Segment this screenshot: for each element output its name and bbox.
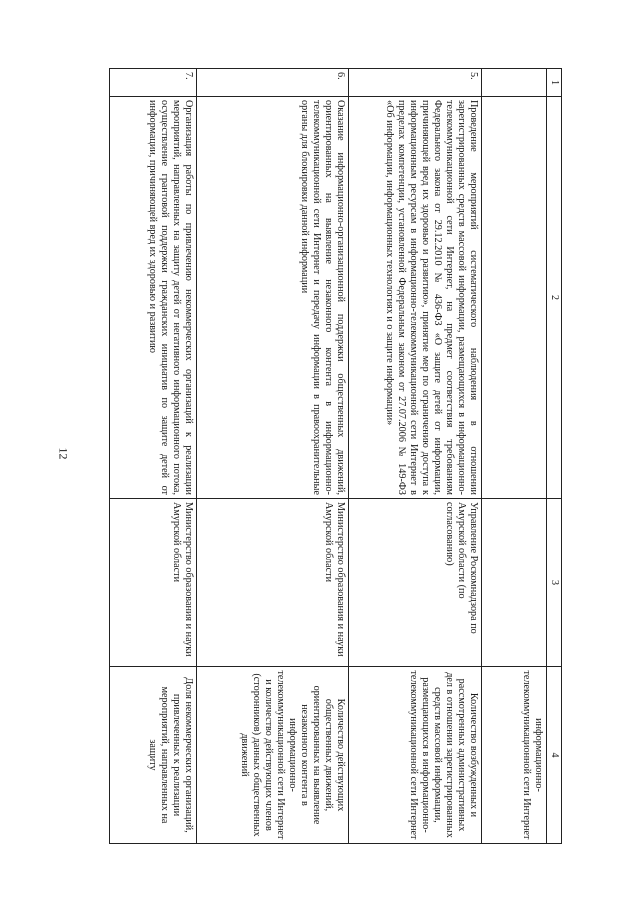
row-number bbox=[482, 69, 547, 97]
column-header-2: 2 bbox=[547, 97, 562, 499]
row-number: 5. bbox=[349, 69, 482, 97]
table-row bbox=[482, 69, 547, 844]
executor-cell: Министерство образования и науки Амурской области bbox=[197, 499, 349, 667]
indicator-cell: Доля некоммерческих организаций, привлеченных к реализации мероприятий, направленных на защиту bbox=[110, 667, 197, 844]
table-row bbox=[349, 69, 482, 844]
indicator-cell: Количество действующих общественных движений, ориентированных на выявление незаконного контента в информационно-телекоммуникационной сети Интернет и количество действующих членов (сторонников) данных общественных движений bbox=[197, 667, 349, 844]
table-row bbox=[110, 69, 197, 844]
measures-table bbox=[109, 68, 562, 844]
column-header-3: 3 bbox=[547, 499, 562, 667]
executor-cell: Министерство образования и науки Амурской области bbox=[110, 499, 197, 667]
indicator-cell: Количество возбужденных и рассмотренных административных дел в отношении зарегистрированных средств массовой информации, размещающихся в информационно-телекоммуникационной сети Интернет bbox=[349, 667, 482, 844]
column-header-4: 4 bbox=[547, 667, 562, 844]
column-header-1: 1 bbox=[547, 69, 562, 97]
measure-cell: Проведение мероприятий систематического наблюдения в отношении зарегистрированных средств массовой информации, размещающихся в информационно-телекоммуникационной сети Интернет, на предмет соответствия требованиям Федерального закона от 29.12.2010 № 436-ФЗ «О защите детей от информации, причиняющей вред их здоровью и развитию», принятие мер по ограничению доступа к информационным ресурсам в информационно-телекоммуникационной сети Интернет в пределах компетенции, установленной Федеральным законом от 27.07.2006 № 149-ФЗ «Об информации, информационных технологиях и о защите информации» bbox=[349, 97, 482, 499]
table-header-row bbox=[547, 69, 562, 844]
document-sheet bbox=[110, 68, 562, 843]
row-number: 7. bbox=[110, 69, 197, 97]
page-number: 12 bbox=[56, 447, 71, 460]
executor-cell bbox=[482, 499, 547, 667]
measure-cell: Организация работы по привлечению некоммерческих организаций к реализации мероприятий, направленных на защиту детей от негативного информационного потока, осуществление грантовой поддержки гражданских инициатив по защите детей от информации, причиняющей вред их здоровью и развитию bbox=[110, 97, 197, 499]
measure-cell bbox=[482, 97, 547, 499]
executor-cell: Управление Роскомнадзора по Амурской области (по согласованию) bbox=[349, 499, 482, 667]
rotated-table-container bbox=[110, 68, 562, 843]
table-row bbox=[197, 69, 349, 844]
indicator-cell: информационно-телекоммуникационной сети Интернет bbox=[482, 667, 547, 844]
measure-cell: Оказание информационно-организационной поддержки общественных движений, ориентированных на выявление незаконного контента в информационно-телекоммуникационной сети Интернет и передачу информации в правоохранительные органы для блокировки данной информации bbox=[197, 97, 349, 499]
row-number: 6. bbox=[197, 69, 349, 97]
